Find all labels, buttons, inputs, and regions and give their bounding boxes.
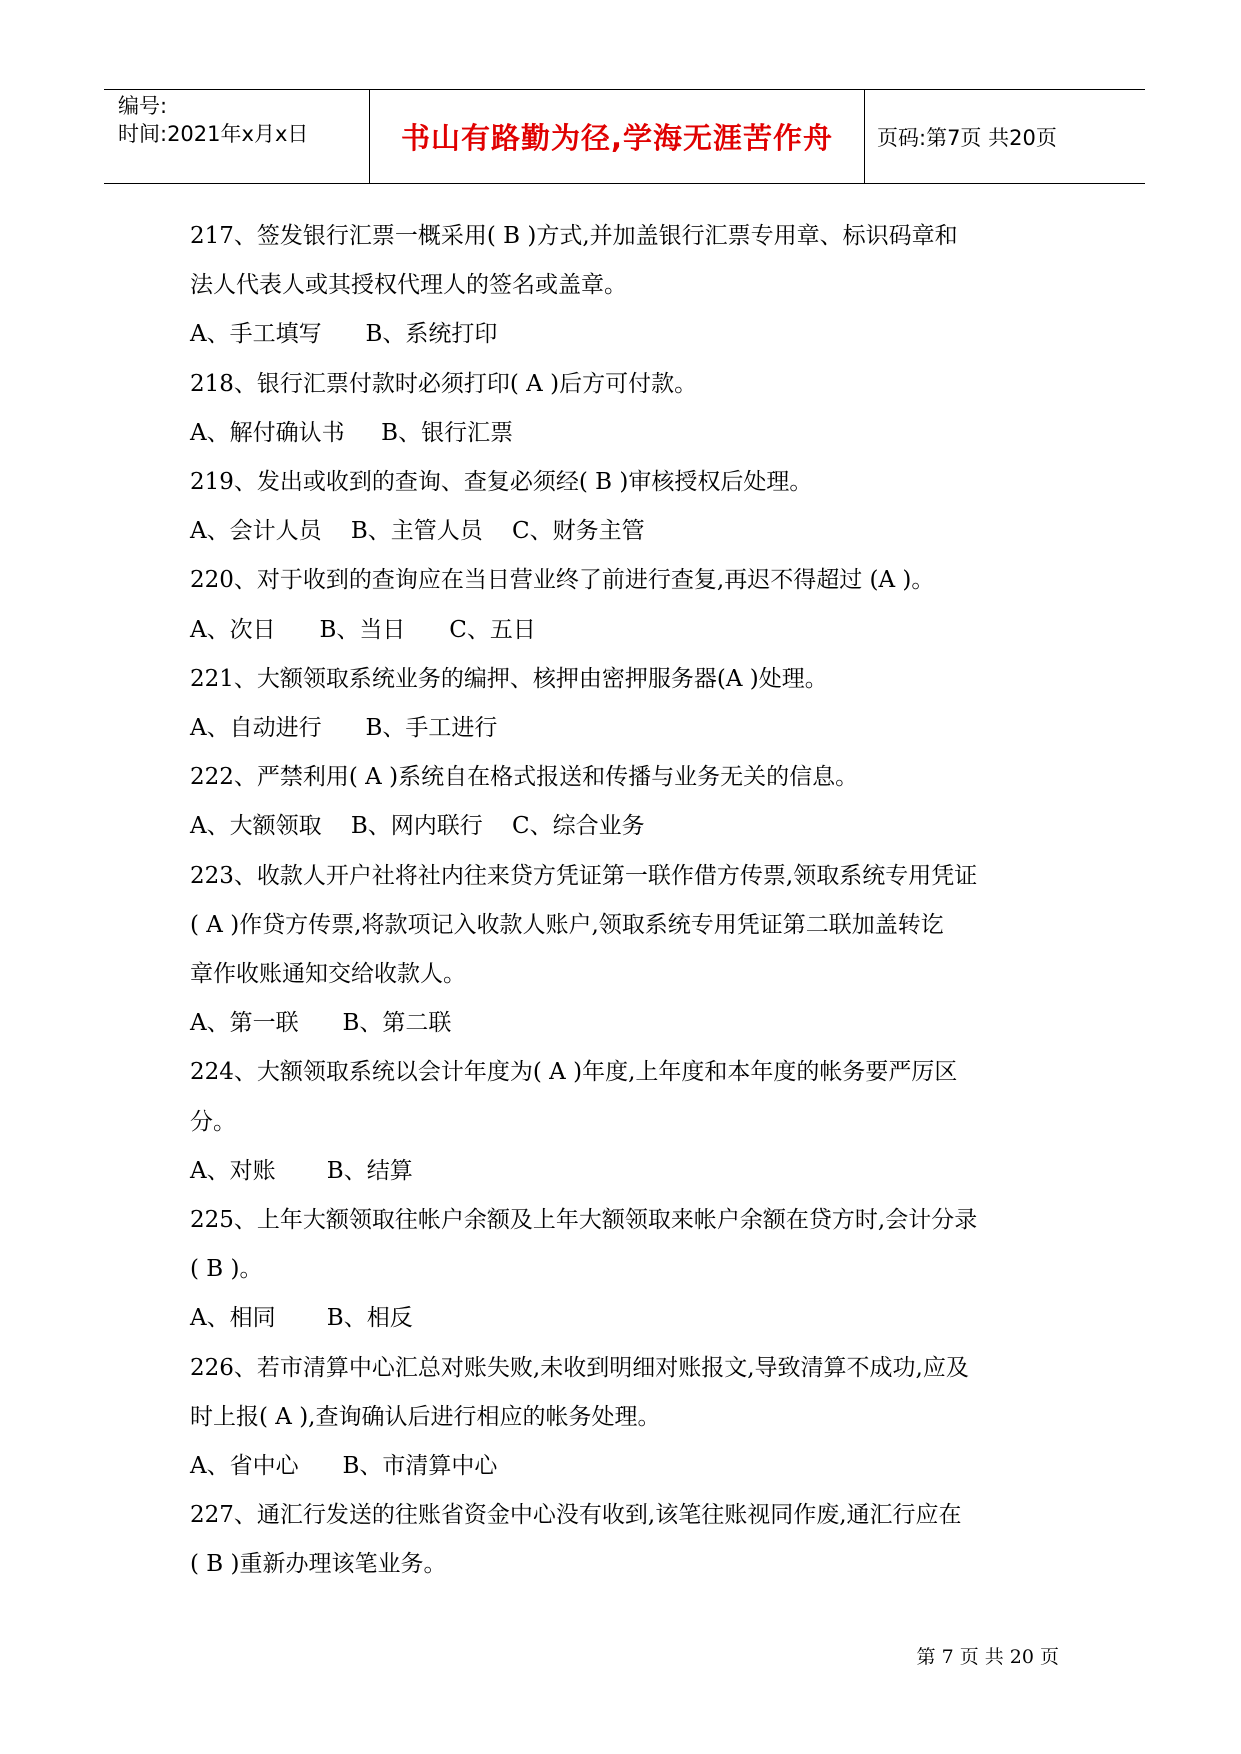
header-page-cell bbox=[865, 90, 1145, 183]
text-line: 225、上年大额领取往帐户余额及上年大额领取来帐户余额在贷方时,会计分录 bbox=[190, 1207, 978, 1234]
document-body bbox=[190, 212, 1090, 1590]
text-line: A、省中心 B、市清算中心 bbox=[190, 1453, 498, 1480]
text-line: 220、对于收到的查询应在当日营业终了前进行查复,再迟不得超过 (A )。 bbox=[190, 567, 935, 594]
text-line: 分。 bbox=[190, 1108, 236, 1135]
text-line: ( B )重新办理该笔业务。 bbox=[190, 1551, 447, 1578]
text-line: A、大额领取 B、网内联行 C、综合业务 bbox=[190, 813, 645, 840]
text-line: 219、发出或收到的查询、查复必须经( B )审核授权后处理。 bbox=[190, 469, 813, 496]
text-line: 221、大额领取系统业务的编押、核押由密押服务器(A )处理。 bbox=[190, 665, 828, 692]
text-line: 226、若市清算中心汇总对账失败,未收到明细对账报文,导致清算不成功,应及 bbox=[190, 1354, 969, 1381]
page-code: 页码:第7页 共20页 bbox=[877, 125, 1057, 150]
page-footer bbox=[0, 1642, 1241, 1669]
text-line: A、自动进行 B、手工进行 bbox=[190, 715, 498, 742]
text-line: 217、签发银行汇票一概采用( B )方式,并加盖银行汇票专用章、标识码章和 bbox=[190, 223, 958, 249]
footer-page-number: 第 7 页 共 20 页 bbox=[916, 1646, 1059, 1668]
time-label: 时间:2021年x月x日 bbox=[118, 122, 309, 146]
text-line: ( A )作贷方传票,将款项记入收款人账户,领取系统专用凭证第二联加盖转讫 bbox=[190, 911, 944, 938]
text-line: 218、银行汇票付款时必须打印( A )后方可付款。 bbox=[190, 370, 698, 397]
text-line: A、次日 B、当日 C、五日 bbox=[190, 616, 536, 643]
text-line: A、对账 B、结算 bbox=[190, 1157, 413, 1184]
text-line: 223、收款人开户社将社内往来贷方凭证第一联作借方传票,领取系统专用凭证 bbox=[190, 862, 978, 889]
number-label: 编号: bbox=[118, 94, 168, 118]
slogan: 书山有路勤为径,学海无涯苦作舟 bbox=[400, 121, 834, 155]
text-line: A、解付确认书 B、银行汇票 bbox=[190, 419, 514, 446]
text-line: ( B )。 bbox=[190, 1256, 263, 1283]
page-header bbox=[104, 89, 1145, 184]
text-line: A、第一联 B、第二联 bbox=[190, 1010, 452, 1037]
text-line: A、相同 B、相反 bbox=[190, 1305, 413, 1332]
text-line: A、会计人员 B、主管人员 C、财务主管 bbox=[190, 518, 645, 545]
text-line: A、手工填写 B、系统打印 bbox=[190, 321, 498, 348]
text-line: 章作收账通知交给收款人。 bbox=[190, 961, 466, 988]
text-line: 法人代表人或其授权代理人的签名或盖章。 bbox=[190, 272, 627, 299]
header-meta-cell bbox=[104, 90, 370, 183]
text-line: 222、严禁利用( A )系统自在格式报送和传播与业务无关的信息。 bbox=[190, 764, 859, 791]
text-line: 时上报( A ),查询确认后进行相应的帐务处理。 bbox=[190, 1403, 661, 1430]
header-slogan-cell bbox=[370, 90, 865, 183]
text-line: 224、大额领取系统以会计年度为( A )年度,上年度和本年度的帐务要严厉区 bbox=[190, 1059, 958, 1086]
text-line: 227、通汇行发送的往账省资金中心没有收到,该笔往账视同作废,通汇行应在 bbox=[190, 1502, 962, 1529]
